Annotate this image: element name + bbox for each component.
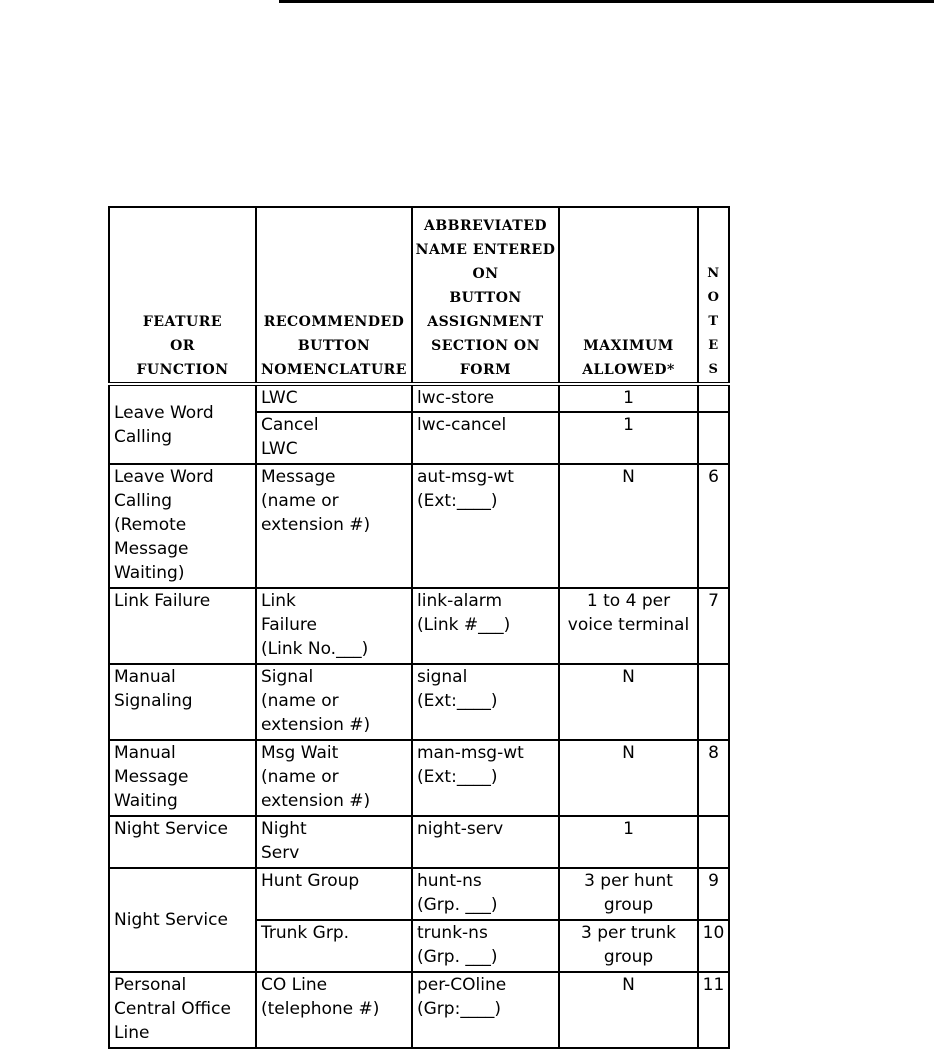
feature-cell: Leave Word Calling (Remote Message Waiting) [109, 464, 256, 588]
header-button: RECOMMENDED BUTTON NOMENCLATURE [256, 207, 412, 384]
table-row [109, 740, 729, 816]
table-row [109, 868, 729, 920]
notes-cell: 10 [698, 920, 729, 972]
notes-cell: 11 [698, 972, 729, 1048]
button-cell: Msg Wait (name or extension #) [256, 740, 412, 816]
abbrev-cell: lwc-cancel [412, 412, 559, 464]
header-abbrev: ABBREVIATED NAME ENTERED ON BUTTON ASSIGNMENT SECTION ON FORM [412, 207, 559, 384]
feature-cell: Night Service [109, 816, 256, 868]
abbrev-cell: trunk-ns (Grp. ___) [412, 920, 559, 972]
notes-cell [698, 816, 729, 868]
button-cell: CO Line (telephone #) [256, 972, 412, 1048]
feature-cell: Personal Central Office Line [109, 972, 256, 1048]
header-maximum: MAXIMUM ALLOWED* [559, 207, 698, 384]
maximum-cell: 3 per trunk group [559, 920, 698, 972]
button-cell: Link Failure (Link No.___) [256, 588, 412, 664]
maximum-cell: N [559, 464, 698, 588]
maximum-cell: 1 [559, 816, 698, 868]
maximum-cell: N [559, 740, 698, 816]
abbrev-cell: hunt-ns (Grp. ___) [412, 868, 559, 920]
table-body [109, 384, 729, 1048]
abbrev-cell: lwc-store [412, 384, 559, 412]
table-row [109, 972, 729, 1048]
maximum-cell: N [559, 664, 698, 740]
table-row [109, 384, 729, 412]
abbrev-cell: per-COline (Grp:____) [412, 972, 559, 1048]
notes-cell: 9 [698, 868, 729, 920]
table-row [109, 588, 729, 664]
feature-cell: Night Service [109, 868, 256, 972]
button-cell: Night Serv [256, 816, 412, 868]
notes-cell: 7 [698, 588, 729, 664]
top-rule [279, 0, 934, 3]
abbrev-cell: night-serv [412, 816, 559, 868]
notes-cell [698, 384, 729, 412]
maximum-cell: 3 per hunt group [559, 868, 698, 920]
maximum-cell: N [559, 972, 698, 1048]
header-notes: N O T E S [698, 207, 729, 384]
maximum-cell: 1 to 4 per voice terminal [559, 588, 698, 664]
button-cell: Hunt Group [256, 868, 412, 920]
abbrev-cell: signal (Ext:____) [412, 664, 559, 740]
feature-cell: Leave Word Calling [109, 384, 256, 464]
feature-cell: Manual Signaling [109, 664, 256, 740]
maximum-cell: 1 [559, 384, 698, 412]
button-cell: Trunk Grp. [256, 920, 412, 972]
table-row [109, 816, 729, 868]
button-cell: Message (name or extension #) [256, 464, 412, 588]
button-assignment-table [108, 206, 730, 1049]
button-cell: LWC [256, 384, 412, 412]
abbrev-cell: link-alarm (Link #___) [412, 588, 559, 664]
table-row [109, 664, 729, 740]
feature-cell: Manual Message Waiting [109, 740, 256, 816]
button-cell: Cancel LWC [256, 412, 412, 464]
feature-cell: Link Failure [109, 588, 256, 664]
abbrev-cell: man-msg-wt (Ext:____) [412, 740, 559, 816]
maximum-cell: 1 [559, 412, 698, 464]
abbrev-cell: aut-msg-wt (Ext:____) [412, 464, 559, 588]
table-row [109, 464, 729, 588]
notes-cell: 8 [698, 740, 729, 816]
notes-cell [698, 664, 729, 740]
notes-cell: 6 [698, 464, 729, 588]
notes-cell [698, 412, 729, 464]
button-cell: Signal (name or extension #) [256, 664, 412, 740]
header-feature: FEATURE OR FUNCTION [109, 207, 256, 384]
header-row [109, 207, 729, 384]
